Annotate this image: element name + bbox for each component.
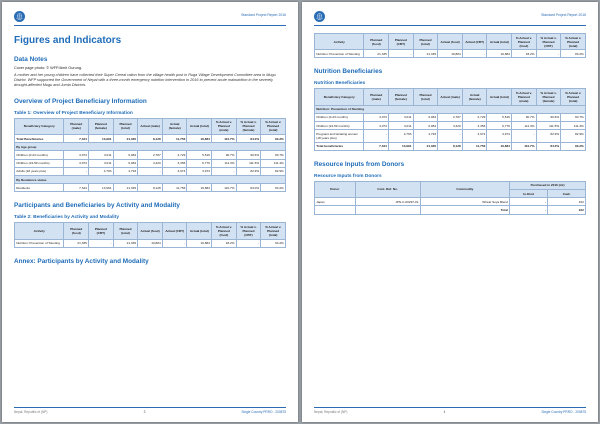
participants-by-activity-table — [314, 33, 586, 58]
table-cell: 90.7% — [561, 113, 586, 121]
table-row — [15, 175, 286, 183]
table-cell: 90.6% — [236, 151, 261, 159]
table-cell: 2,729 — [462, 113, 487, 121]
table-header-row — [15, 118, 286, 134]
table-cell: - — [212, 167, 237, 175]
table-cell: Children (0-23 months) — [15, 151, 64, 159]
table-cell: Wheat Soya Blend — [420, 198, 509, 206]
table-cell: 82.9% — [261, 167, 286, 175]
column-header: Actual (CBT) — [162, 223, 187, 239]
table-cell: 111.3% — [212, 159, 237, 167]
table-cell: Adults (18 years plus) — [15, 167, 64, 175]
column-header: % Actual v. Planned (total) — [561, 89, 586, 105]
column-header: Actual (female) — [162, 118, 187, 134]
table-cell: 21,335 — [113, 239, 138, 247]
column-header: % Actual v. Planned (female) — [536, 89, 561, 105]
table-cell: 3,974 — [487, 130, 512, 142]
table-cell: 110.7% — [512, 142, 537, 150]
table-cell: 19,884 — [187, 134, 212, 142]
table-row — [315, 142, 586, 150]
table-cell: 3,356 — [462, 122, 487, 130]
footer-divider — [14, 407, 286, 408]
table-cell: 7,344 — [64, 184, 89, 192]
table-cell: 8,128 — [138, 134, 163, 142]
table-cell: 13,991 — [89, 184, 114, 192]
report-title: Standard Project Report 2016 — [541, 13, 586, 17]
table-cell: - — [89, 239, 114, 247]
column-header: Commodity — [420, 181, 509, 197]
column-header: Planned (total) — [413, 89, 438, 105]
column-header: Cash — [548, 189, 586, 197]
table-cell: 19,884 — [438, 50, 463, 58]
table-cell: 13,991 — [89, 134, 114, 142]
table-cell: Children (24-59 months) — [15, 159, 64, 167]
table-header-row — [15, 223, 286, 239]
wfp-logo-icon — [14, 11, 25, 22]
table-cell: 8,128 — [438, 142, 463, 150]
table-row — [15, 159, 286, 167]
header-divider — [314, 25, 586, 26]
table-section-row: Nutrition: Prevention of Stunting — [315, 105, 586, 113]
table-cell: 3,011 — [389, 122, 414, 130]
table-cell: - — [162, 239, 187, 247]
table-row — [15, 134, 286, 142]
table-cell: 93.2% — [212, 239, 237, 247]
table-cell: 21,335 — [64, 239, 89, 247]
table-cell: 82.9% — [561, 130, 586, 142]
table-cell: 6,084 — [113, 151, 138, 159]
table-cell: 19,884 — [487, 50, 512, 58]
table-cell: Residents — [15, 184, 64, 192]
table-cell: 5,516 — [487, 113, 512, 121]
table-cell: - — [138, 167, 163, 175]
column-header: Planned (total) — [413, 34, 438, 50]
table-cell: 7,344 — [64, 134, 89, 142]
table-cell: 6,084 — [413, 122, 438, 130]
table-cell: 4,793 — [89, 167, 114, 175]
footer-country: Nepal, Republic of (NP) — [14, 410, 48, 414]
table-cell: - — [236, 239, 261, 247]
page-title: Figures and Indicators — [14, 35, 122, 46]
column-header: % Actual v. Planned (CBT) — [536, 34, 561, 50]
table-cell: 3,356 — [162, 159, 187, 167]
resource-inputs-donors-table — [314, 181, 586, 215]
nutrition-table-title: Nutrition Beneficiaries — [314, 81, 366, 87]
participants-heading: Participants and Beneficiaries by Activity and Modality — [14, 202, 180, 210]
annex-heading: Annex: Participants by Activity and Modality — [14, 257, 149, 265]
column-header: Actual (food) — [438, 34, 463, 50]
table-section-row: By Age group — [15, 143, 286, 151]
column-header: Actual (total) — [487, 34, 512, 50]
column-header: Actual (CBT) — [462, 34, 487, 50]
table-cell: - — [510, 198, 548, 206]
table-cell: Total beneficiaries — [315, 142, 364, 150]
table-header-row — [315, 181, 586, 189]
table-cell: 3,011 — [89, 151, 114, 159]
table-row — [315, 50, 586, 58]
page-right — [302, 2, 598, 422]
column-header: Planned (food) — [64, 223, 89, 239]
table-cell: - — [512, 130, 537, 142]
table-cell: 3,974 — [187, 167, 212, 175]
table-header-row — [315, 34, 586, 50]
footer-project: Single Country PRRO - 200875 — [241, 410, 286, 414]
data-notes-paragraph: A mother and her young children have collected their Super Cereal ration from the village health post in Ruga Village Development Committee area in Mugu District. WFP supported the Government of Nepal with a three-month emergency nutrition intervention in 2016 to prevent acute malnutrition in the severely drought-affected Mugu and Jumla Districts. — [14, 72, 276, 87]
overview-heading: Overview of Project Beneficiary Information — [14, 97, 147, 105]
table-cell: 82.9% — [536, 130, 561, 142]
table-cell: Pregnant and lactating women (18 years plus) — [315, 130, 364, 142]
table-cell: 11,756 — [462, 142, 487, 150]
footer-page-number: 3 — [143, 410, 146, 414]
table-cell: 111.4% — [261, 159, 286, 167]
cover-photo-credit: Cover page photo: © WFP/Amit Gurung. — [14, 66, 83, 70]
table-cell: 111.5% — [236, 159, 261, 167]
table-row — [315, 130, 586, 142]
table-row — [315, 105, 586, 113]
table-row — [15, 151, 286, 159]
table-cell: 93.2% — [261, 134, 286, 142]
table-row — [315, 206, 586, 214]
overview-beneficiaries-table — [14, 118, 286, 193]
table-cell: - — [510, 206, 548, 214]
footer-country: Nepal, Republic of (NP) — [314, 410, 348, 414]
table-cell: 110.7% — [212, 184, 237, 192]
table-row — [315, 122, 586, 130]
table-row — [15, 184, 286, 192]
table-row — [315, 198, 586, 206]
column-header: % Actual v. Planned (food) — [512, 34, 537, 50]
table-cell: 3,420 — [138, 159, 163, 167]
column-header: Planned (male) — [364, 89, 389, 105]
page-footer-left — [14, 405, 286, 414]
column-header: Actual (food) — [138, 223, 163, 239]
page-header — [314, 11, 586, 23]
table-header-row — [315, 89, 586, 105]
table-cell: 90.7% — [212, 151, 237, 159]
table-cell: Children (24-59 months) — [315, 122, 364, 130]
column-header: % Actual v. Planned (CBT) — [236, 223, 261, 239]
table-cell: - — [462, 50, 487, 58]
table-cell: 162 — [548, 206, 586, 214]
table-cell: 19,884 — [138, 239, 163, 247]
table-cell — [315, 206, 356, 214]
column-header: Planned (total) — [113, 223, 138, 239]
page-header — [14, 11, 286, 23]
column-header: Donor — [315, 181, 356, 197]
column-header: % Actual v. Planned (female) — [236, 118, 261, 134]
column-header: Planned (female) — [389, 89, 414, 105]
table-cell: 93.2% — [261, 184, 286, 192]
column-header: Actual (total) — [187, 223, 212, 239]
data-notes-heading: Data Notes — [14, 56, 48, 63]
table-cell: 21,335 — [413, 50, 438, 58]
table-row — [15, 167, 286, 175]
column-header: Actual (female) — [462, 89, 487, 105]
nutrition-beneficiaries-table — [314, 88, 586, 150]
table-cell: JPN-C-00297-01 — [355, 198, 420, 206]
table-cell: 19,884 — [187, 239, 212, 247]
table-cell: 3,073 — [64, 159, 89, 167]
column-header: % Actual v. Planned (male) — [512, 89, 537, 105]
table-cell: 110.7% — [212, 134, 237, 142]
resource-inputs-heading: Resource Inputs from Donors — [314, 160, 405, 168]
table-cell: 84.0% — [236, 184, 261, 192]
table-cell: 6,776 — [487, 122, 512, 130]
table-cell: 93.2% — [561, 142, 586, 150]
table-cell: 13,991 — [389, 142, 414, 150]
table-cell: Nutrition: Prevention of Stunting — [15, 239, 64, 247]
table-cell: 90.7% — [512, 113, 537, 121]
column-header: Actual (male) — [438, 89, 463, 105]
column-header: % Actual v. Planned (male) — [212, 118, 237, 134]
table-row — [15, 239, 286, 247]
table-cell: Japan — [315, 198, 356, 206]
table-cell: 2,787 — [138, 151, 163, 159]
table-cell: 6,084 — [413, 113, 438, 121]
column-header: Planned (total) — [113, 118, 138, 134]
table-cell: 111.3% — [512, 122, 537, 130]
table-cell: 111.5% — [536, 122, 561, 130]
column-header: Activity — [15, 223, 64, 239]
table-cell: 82.9% — [236, 167, 261, 175]
column-header: Activity — [315, 34, 364, 50]
column-header: Actual (total) — [487, 89, 512, 105]
table-cell: 90.7% — [261, 151, 286, 159]
page-left — [2, 2, 298, 422]
column-header: Planned (male) — [64, 118, 89, 134]
table-cell: 4,793 — [413, 130, 438, 142]
table-cell: Children (0-23 months) — [315, 113, 364, 121]
table-cell: 4,793 — [389, 130, 414, 142]
header-divider — [14, 25, 286, 26]
table-cell: 5,516 — [187, 151, 212, 159]
column-header: % Actual v. Planned (total) — [261, 118, 286, 134]
table-cell: 6,776 — [187, 159, 212, 167]
column-header: In-Kind — [510, 189, 548, 197]
column-header: Purchased in 2016 (mt) — [510, 181, 586, 189]
column-header: Planned (female) — [89, 118, 114, 134]
table-cell: - — [64, 167, 89, 175]
page-footer-right — [314, 405, 586, 414]
table-cell: 2,787 — [438, 113, 463, 121]
column-header: Actual (male) — [138, 118, 163, 134]
table-cell: 3,073 — [364, 122, 389, 130]
table-cell: - — [438, 130, 463, 142]
table-cell: 162 — [548, 198, 586, 206]
column-header: Planned (CBT) — [89, 223, 114, 239]
column-header: Beneficiary Category — [315, 89, 364, 105]
table-cell: 6,084 — [113, 159, 138, 167]
table-row — [15, 143, 286, 151]
table-cell: 11,756 — [162, 184, 187, 192]
table-cell: 11,756 — [162, 134, 187, 142]
footer-divider — [314, 407, 586, 408]
table-cell: 21,335 — [113, 184, 138, 192]
column-header: Planned (food) — [364, 34, 389, 50]
table-cell: - — [389, 50, 414, 58]
table-cell: 93.2% — [561, 50, 586, 58]
beneficiaries-by-activity-table — [14, 222, 286, 247]
table-cell: 84.0% — [236, 134, 261, 142]
table-cell: 4,793 — [113, 167, 138, 175]
table-row — [315, 113, 586, 121]
table-cell — [355, 206, 420, 214]
table-cell: 19,884 — [187, 184, 212, 192]
column-header: Planned (CBT) — [389, 34, 414, 50]
table1-title: Table 1: Overview of Project Beneficiary Information — [14, 110, 133, 116]
wfp-logo-icon — [314, 11, 325, 22]
table-cell: 3,420 — [438, 122, 463, 130]
nutrition-heading: Nutrition Beneficiaries — [314, 68, 383, 76]
resource-inputs-table-title: Resource Inputs from Donors — [314, 173, 382, 179]
table-cell: 21,335 — [113, 134, 138, 142]
table-cell: 8,128 — [138, 184, 163, 192]
table-cell: 21,335 — [413, 142, 438, 150]
table-cell: 3,974 — [462, 130, 487, 142]
table-cell: 84.0% — [536, 142, 561, 150]
table-cell: 2,729 — [162, 151, 187, 159]
column-header: % Actual v. Planned (total) — [561, 34, 586, 50]
table-cell: 90.6% — [536, 113, 561, 121]
footer-page-number: 4 — [443, 410, 446, 414]
column-header: % Actual v. Planned (food) — [212, 223, 237, 239]
table-cell: 19,884 — [487, 142, 512, 150]
table-cell: - — [364, 130, 389, 142]
table-cell: 93.2% — [512, 50, 537, 58]
table-cell: 3,974 — [162, 167, 187, 175]
column-header: Cont. Ref. No. — [355, 181, 420, 197]
table-cell: Nutrition: Prevention of Stunting — [315, 50, 364, 58]
footer-project: Single Country PRRO - 200875 — [541, 410, 586, 414]
table-cell: 3,011 — [89, 159, 114, 167]
column-header: % Actual v. Planned (total) — [261, 223, 286, 239]
table-section-row: By Residence status — [15, 175, 286, 183]
table-cell: 111.4% — [561, 122, 586, 130]
table2-title: Table 2: Beneficiaries by Activity and Modality — [14, 215, 120, 221]
report-title: Standard Project Report 2016 — [241, 13, 286, 17]
table-cell: 3,011 — [389, 113, 414, 121]
column-header: Actual (total) — [187, 118, 212, 134]
column-header: Beneficiary Category — [15, 118, 64, 134]
table-cell: Total — [420, 206, 509, 214]
table-cell: - — [536, 50, 561, 58]
table-cell: 7,344 — [364, 142, 389, 150]
table-cell: 93.2% — [261, 239, 286, 247]
table-cell: 21,335 — [364, 50, 389, 58]
table-cell: 3,073 — [64, 151, 89, 159]
table-cell: Total Beneficiaries — [15, 134, 64, 142]
table-cell: 3,073 — [364, 113, 389, 121]
